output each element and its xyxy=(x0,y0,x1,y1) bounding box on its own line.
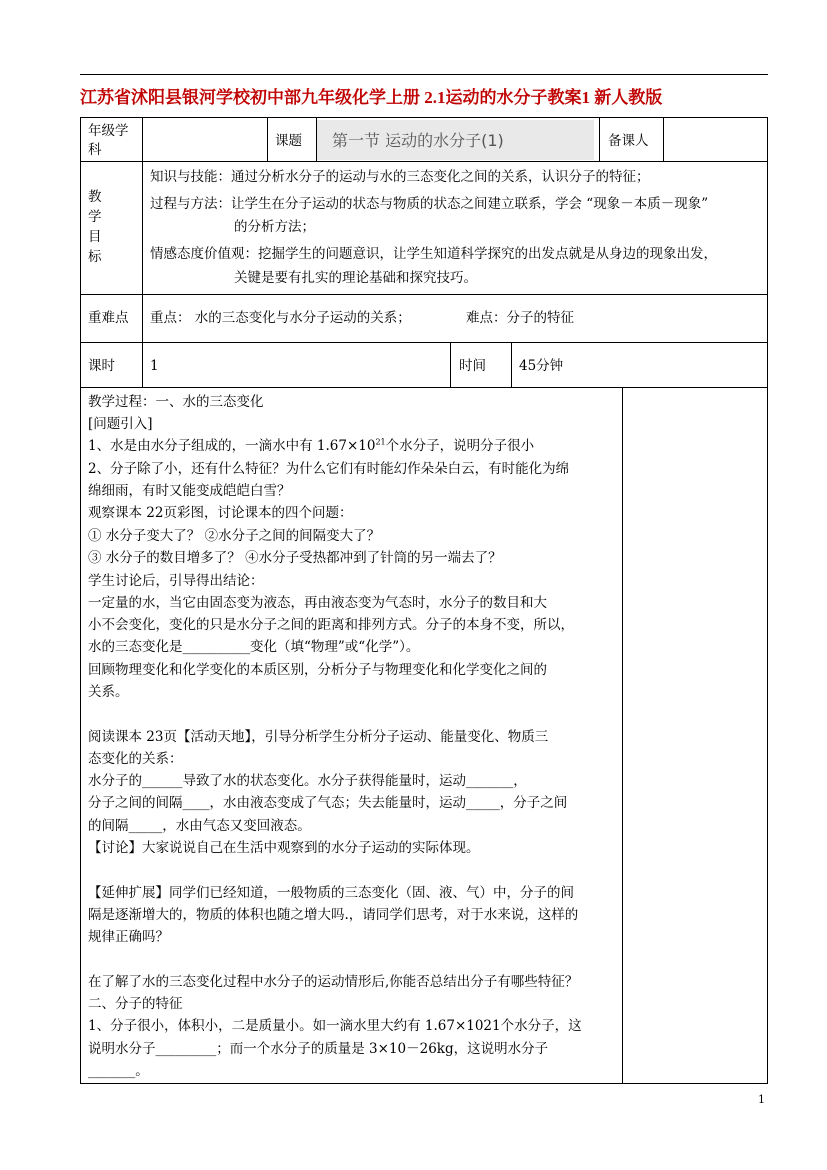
column-divider xyxy=(450,342,451,387)
grade-subject-label: 年级学 xyxy=(88,123,129,139)
time-label: 时间 xyxy=(459,358,486,374)
process-line: 水的三态变化是__________变化（填“物理”或“化学”）。 xyxy=(88,639,420,655)
objective-attitude-cont: 关键是要有扎实的理论基础和探究技巧。 xyxy=(234,270,477,286)
objectives-label-4: 标 xyxy=(88,249,102,265)
prep-label: 备课人 xyxy=(608,133,649,149)
document-title: 江苏省沭阳县银河学校初中部九年级化学上册 2.1运动的水分子教案1 新人教版 xyxy=(80,88,663,107)
process-line: 学生讨论后，引导得出结论： xyxy=(88,573,264,589)
page-number: 1 xyxy=(758,1093,765,1106)
table-border-bottom xyxy=(80,1083,768,1084)
process-line: 回顾物理变化和化学变化的本质区别，分析分子与物理变化和化学变化之间的 xyxy=(88,662,547,678)
process-line: 1、水是由水分子组成的，一滴水中有 $1.67\times 10^{21}$个水分子，说明分子很小 xyxy=(88,437,535,454)
column-divider xyxy=(267,117,268,161)
objective-process-cont: 的分析方法； xyxy=(234,219,315,235)
table-border-left xyxy=(80,117,81,1084)
process-line: 绵细雨，有时又能变成皑皑白雪？ xyxy=(88,483,291,499)
column-divider xyxy=(663,117,664,161)
process-heading-2: 二、分子的特征 xyxy=(88,996,183,1012)
column-divider xyxy=(142,342,143,387)
topic-label: 课题 xyxy=(275,133,302,149)
process-line: ③ 水分子的数目增多了？ ④水分子受热都冲到了针筒的另一端去了？ xyxy=(88,550,502,566)
process-line: 阅读课本 23页【活动天地】，引导分析学生分析分子运动、能量变化、物质三 xyxy=(88,729,549,745)
process-line: 的间隔_____，水由气态又变回液态。 xyxy=(88,818,311,834)
process-line: 说明水分子_________；而一个水分子的质量是 3×10－26kg，这说明水分子 xyxy=(88,1041,549,1057)
period-label: 课时 xyxy=(88,358,115,374)
process-line: 关系。 xyxy=(88,684,129,700)
grade-subject-label-cont: 科 xyxy=(88,142,102,158)
objective-knowledge: 知识与技能：通过分析水分子的运动与水的三态变化之间的关系，认识分子的特征； xyxy=(150,169,650,185)
row-divider xyxy=(80,161,768,162)
process-line: 2、分子除了小，还有什么特征？为什么它们有时能幻作朵朵白云，有时能化为绵 xyxy=(88,461,570,477)
process-heading: 教学过程：一、水的三态变化 xyxy=(88,394,264,410)
table-border-top xyxy=(80,117,768,118)
process-line: 水分子的______导致了水的状态变化。水分子获得能量时，运动_______， xyxy=(88,773,527,789)
column-divider xyxy=(599,117,600,161)
process-line: 规律正确吗？ xyxy=(88,929,169,945)
objective-process: 过程与方法：让学生在分子运动的状态与物质的状态之间建立联系，学会 “现象－本质－现象” xyxy=(150,196,709,212)
key-focus: 重点： 水的三态变化与水分子运动的关系； xyxy=(150,310,411,326)
row-divider xyxy=(80,342,768,343)
header-rule xyxy=(80,74,768,75)
process-line: [问题引入] xyxy=(88,416,153,432)
process-line: 【讨论】大家说说自己在生活中观察到的水分子运动的实际体现。 xyxy=(88,840,480,856)
row-divider xyxy=(80,294,768,295)
column-divider xyxy=(622,387,623,1083)
objectives-label-3: 目 xyxy=(88,229,102,245)
process-line: 在了解了水的三态变化过程中水分子的运动情形后,你能否总结出分子有哪些特征？ xyxy=(88,974,579,990)
objective-attitude: 情感态度价值观：挖掘学生的问题意识，让学生知道科学探究的出发点就是从身边的现象出发， xyxy=(150,246,717,262)
row-divider xyxy=(80,387,768,388)
time-value: 45分钟 xyxy=(519,358,564,374)
column-divider xyxy=(511,342,512,387)
period-value: 1 xyxy=(150,358,159,374)
process-line: 一定量的水，当它由固态变为液态，再由液态变为气态时，水分子的数目和大 xyxy=(88,595,547,611)
objectives-label-2: 学 xyxy=(88,209,102,225)
key-difficulty: 难点：分子的特征 xyxy=(466,310,574,326)
objectives-label-1: 教 xyxy=(88,189,102,205)
column-divider xyxy=(142,117,143,343)
topic-value: 第一节 运动的水分子(1) xyxy=(332,131,504,150)
process-line: 观察课本 22页彩图，讨论课本的四个问题： xyxy=(88,505,353,521)
process-line: 小不会变化，变化的只是水分子之间的距离和排列方式。分子的本身不变，所以， xyxy=(88,617,574,633)
process-line: ① 水分子变大了？ ②水分子之间的间隔变大了？ xyxy=(88,528,381,544)
process-line: 隔是逐渐增大的，物质的体积也随之增大吗.，请同学们思考，对于水来说，这样的 xyxy=(88,907,579,923)
key-points-label: 重难点 xyxy=(88,310,129,326)
process-line: 【延伸扩展】同学们已经知道，一般物质的三态变化（固、液、气）中，分子的间 xyxy=(88,885,574,901)
process-line: 1、分子很小，体积小，二是质量小。如一滴水里大约有 1.67×1021个水分子，这 xyxy=(88,1018,582,1034)
process-line: 态变化的关系： xyxy=(88,751,183,767)
process-line: _______。 xyxy=(88,1063,149,1079)
table-border-right xyxy=(767,117,768,1084)
process-line: 分子之间的间隔____，水由液态变成了气态；失去能量时，运动_____，分子之间 xyxy=(88,795,568,811)
